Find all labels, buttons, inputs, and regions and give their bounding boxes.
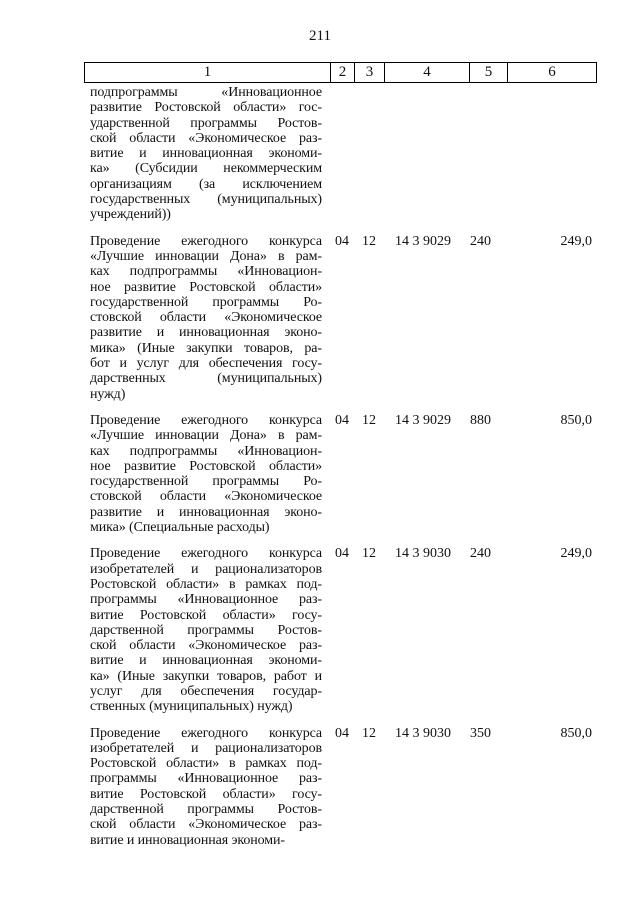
header-col-1: 1 bbox=[85, 63, 331, 82]
row-description bbox=[90, 546, 322, 714]
table-row bbox=[90, 726, 600, 848]
description-line: стовской области «Экономическое bbox=[90, 310, 322, 326]
description-line: ской области «Экономическое раз- bbox=[90, 638, 322, 654]
description-line: ное развитие Ростовской области» bbox=[90, 458, 322, 474]
subsection-code: 12 bbox=[362, 233, 376, 249]
description-line: дарственной программы Ростов- bbox=[90, 622, 322, 638]
section-code: 04 bbox=[335, 546, 349, 562]
description-line: дарственной программы Ростов- bbox=[90, 802, 322, 818]
header-col-4: 4 bbox=[385, 63, 470, 82]
expense-type-code: 240 bbox=[470, 546, 491, 562]
description-line: программы «Инновационное раз- bbox=[90, 592, 322, 608]
description-line: витие и инновационная экономи- bbox=[90, 653, 322, 669]
description-line: витие и инновационная экономи- bbox=[90, 832, 285, 848]
description-line: мика» (Иные закупки товаров, ра- bbox=[90, 340, 322, 356]
description-line: государственной программы Ро- bbox=[90, 474, 322, 490]
description-line: витие Ростовской области» госу- bbox=[90, 607, 322, 623]
description-line: развитие Ростовской области» гос- bbox=[90, 100, 322, 116]
description-line: «Лучшие инновации Дона» в рам- bbox=[90, 428, 322, 444]
header-col-6: 6 bbox=[548, 64, 556, 80]
subsection-code: 12 bbox=[362, 725, 376, 741]
row-description bbox=[90, 85, 322, 223]
header-col-5: 5 bbox=[470, 63, 508, 82]
description-line: Ростовской области» в рамках под- bbox=[90, 756, 322, 772]
description-line: программы «Инновационное раз- bbox=[90, 771, 322, 787]
table-row bbox=[90, 413, 600, 535]
description-line: мика» (Специальные расходы) bbox=[90, 520, 270, 536]
page-number: 211 bbox=[309, 28, 331, 44]
expense-type-code: 240 bbox=[470, 233, 491, 249]
table-row bbox=[90, 85, 600, 223]
description-line: витие и инновационная экономи- bbox=[90, 146, 322, 162]
description-line: ках подпрограммы «Инновацион- bbox=[90, 443, 322, 459]
target-article-code: 14 3 9029 bbox=[395, 412, 451, 428]
description-line: ное развитие Ростовской области» bbox=[90, 279, 322, 295]
expense-type-code: 350 bbox=[470, 725, 491, 741]
amount-value: 249,0 bbox=[560, 233, 592, 249]
description-line: государственной программы Ро- bbox=[90, 294, 322, 310]
table-body bbox=[90, 85, 600, 848]
subsection-code: 12 bbox=[362, 546, 376, 562]
description-line: Проведение ежегодного конкурса bbox=[90, 725, 322, 741]
amount-value: 850,0 bbox=[560, 725, 592, 741]
target-article-code: 14 3 9030 bbox=[395, 725, 451, 741]
description-line: ской области «Экономическое раз- bbox=[90, 817, 322, 833]
table-row bbox=[90, 234, 600, 402]
description-line: ка» (Субсидии некоммерческим bbox=[90, 161, 322, 177]
description-line: ственных (муниципальных) нужд) bbox=[90, 699, 293, 715]
description-line: учреждений)) bbox=[90, 207, 171, 223]
description-line: изобретателей и рационализаторов bbox=[90, 740, 322, 756]
section-code: 04 bbox=[335, 412, 349, 428]
expense-type-code: 880 bbox=[470, 412, 491, 428]
description-line: ка» (Иные закупки товаров, работ и bbox=[90, 668, 322, 684]
description-line: дарственных (муниципальных) bbox=[90, 371, 322, 387]
header-col-3: 3 bbox=[355, 63, 385, 82]
description-line: Проведение ежегодного конкурса bbox=[90, 233, 322, 249]
table-row bbox=[90, 546, 600, 714]
row-description bbox=[90, 726, 322, 848]
description-line: Ростовской области» в рамках под- bbox=[90, 576, 322, 592]
description-line: бот и услуг для обеспечения госу- bbox=[90, 356, 322, 372]
description-line: подпрограммы «Инновационное bbox=[90, 85, 322, 100]
section-code: 04 bbox=[335, 233, 349, 249]
target-article-code: 14 3 9029 bbox=[395, 233, 451, 249]
description-line: витие Ростовской области» госу- bbox=[90, 786, 322, 802]
description-line: организациям (за исключением bbox=[90, 176, 322, 192]
description-line: ской области «Экономическое раз- bbox=[90, 130, 322, 146]
subsection-code: 12 bbox=[362, 412, 376, 428]
description-line: Проведение ежегодного конкурса bbox=[90, 412, 322, 428]
description-line: стовской области «Экономическое bbox=[90, 489, 322, 505]
row-description bbox=[90, 234, 322, 402]
table-header bbox=[84, 62, 597, 83]
amount-value: 249,0 bbox=[560, 546, 592, 562]
row-description bbox=[90, 413, 322, 535]
description-line: «Лучшие инновации Дона» в рам- bbox=[90, 248, 322, 264]
header-col-2: 2 bbox=[331, 63, 355, 82]
description-line: развитие и инновационная эконо- bbox=[90, 325, 322, 341]
description-line: развитие и инновационная эконо- bbox=[90, 504, 322, 520]
description-line: ках подпрограммы «Инновацион- bbox=[90, 264, 322, 280]
description-line: изобретателей и рационализаторов bbox=[90, 561, 322, 577]
description-line: нужд) bbox=[90, 386, 126, 402]
description-line: Проведение ежегодного конкурса bbox=[90, 546, 322, 562]
description-line: услуг для обеспечения государ- bbox=[90, 683, 322, 699]
target-article-code: 14 3 9030 bbox=[395, 546, 451, 562]
amount-value: 850,0 bbox=[560, 412, 592, 428]
section-code: 04 bbox=[335, 725, 349, 741]
description-line: государственных (муниципальных) bbox=[90, 192, 322, 208]
description-line: ударственной программы Ростов- bbox=[90, 115, 322, 131]
